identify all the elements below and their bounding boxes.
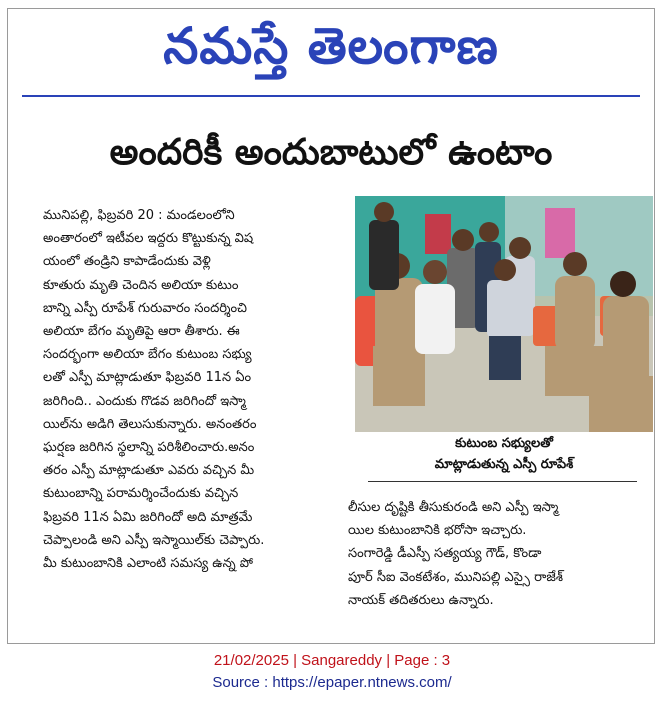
body-line: కుటుంబాన్ని పరామర్శించేందుకు వచ్చిన: [43, 486, 239, 502]
body-line: అంతారంలో ఇటీవల ఇద్దరు కొట్టుకున్న విష: [43, 231, 254, 247]
hanging-cloth: [545, 208, 575, 258]
caption-line: కుటుంబ సభ్యులతో: [455, 436, 553, 451]
body-line: బాన్ని ఎస్పీ రూపేశ్ గురువారం సందర్శించి: [43, 300, 248, 316]
body-line: యిల కుటుంబానికి భరోసా ఇచ్చారు.: [348, 523, 527, 539]
caption-divider: [368, 481, 637, 482]
door-curtain: [425, 214, 451, 254]
body-line: తరం ఎస్పీ మాట్లాడుతూ ఎవరు వచ్చిన మీ: [43, 463, 255, 479]
body-line: కూతురు మృతి చెందిన అలియా కుటుం: [43, 277, 239, 293]
body-line: యంలో తండ్రిని కాపాడేందుకు వెళ్లి: [43, 254, 211, 270]
body-line: సందర్భంగా అలియా బేగం కుటుంబ సభ్యు: [43, 347, 252, 363]
body-line: నాయక్ తదితరులు ఉన్నారు.: [348, 592, 494, 608]
edition-date-line: 21/02/2025 | Sangareddy | Page : 3: [213, 652, 451, 669]
clipping-footer: [0, 650, 664, 694]
body-line: మునిపల్లి, ఫిబ్రవరి 20 : మండలంలోని: [43, 208, 235, 223]
body-line: మీ కుటుంబానికి ఎలాంటి సమస్య ఉన్న పో: [43, 556, 254, 572]
body-line: చెప్పాలండి అని ఎస్పీ ఇస్మాయిల్‌కు చెప్పారు.: [43, 532, 265, 548]
photo-caption: [355, 433, 653, 475]
caption-line: మాట్లాడుతున్న ఎస్పీ రూపేశ్: [434, 457, 574, 472]
body-line: ఫిబ్రవరి 11న ఏమి జరిగిందో అది మాత్రమే: [43, 509, 253, 525]
source-url-line[interactable]: Source : https://epaper.ntnews.com/: [212, 674, 452, 691]
body-line: యిల్‌ను అడిగి తెలుసుకున్నారు. అనంతరం: [43, 416, 257, 432]
body-line: సంగారెడ్డి డీఎస్పీ సత్యయ్య గౌడ్, కొండా: [348, 546, 542, 562]
body-line: అలియా బేగం మృతిపై ఆరా తీశారు. ఈ: [43, 324, 240, 340]
article-body-right-column: [348, 496, 643, 612]
body-line: లీసుల దృష్టికి తీసుకురండి అని ఎస్పీ ఇస్మా: [348, 500, 559, 515]
body-line: ఘర్షణ జరిగిన స్థలాన్ని పరిశీలించారు.అనం: [43, 440, 255, 456]
photo-police-visit-illustration: [355, 196, 653, 432]
clipping-frame: [7, 8, 655, 644]
masthead-divider: [22, 95, 640, 97]
article-headline: అందరికీ అందుబాటులో ఉంటాం: [109, 132, 553, 173]
body-line: జరిగింది.. ఎందుకు గొడవ జరిగిందో ఇస్మా: [43, 393, 246, 409]
body-line: లతో ఎస్పీ మాట్లాడుతూ ఫిబ్రవరి 11న ఏం: [43, 370, 252, 386]
body-line: పూర్ సీఐ వెంకటేశం, మునిపల్లి ఎస్సై రాజేశ్: [348, 569, 563, 585]
news-photo: [355, 196, 653, 432]
article-body-left-column: [43, 204, 345, 575]
masthead-logo: నమస్తే తెలంగాణ: [163, 17, 499, 75]
